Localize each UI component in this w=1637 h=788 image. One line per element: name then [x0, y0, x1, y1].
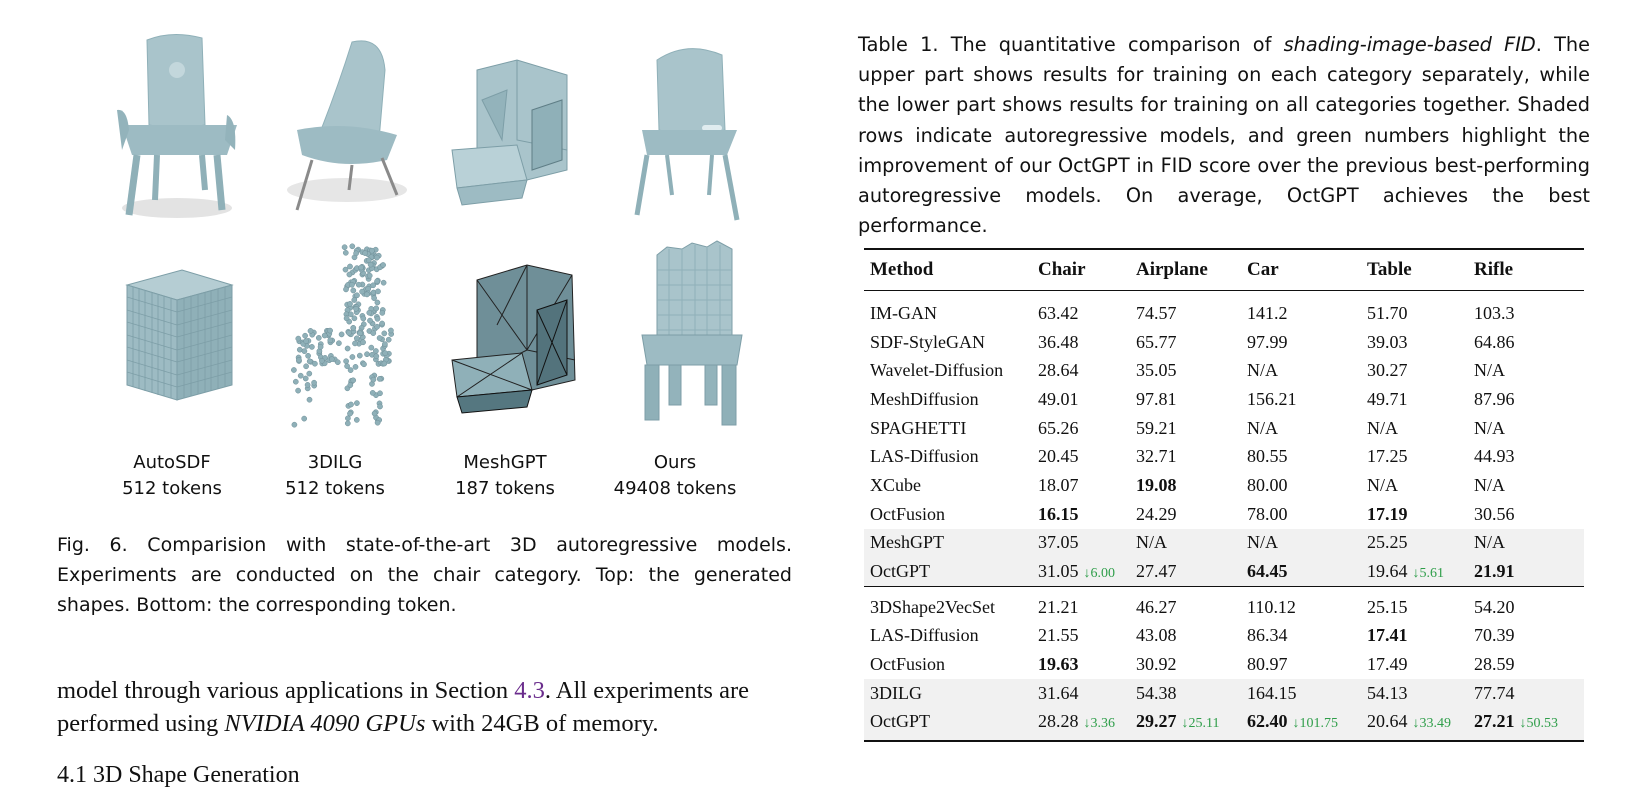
column-header: Table	[1361, 249, 1468, 291]
figure-6	[57, 30, 797, 450]
improvement-delta: ↓3.36	[1083, 716, 1115, 732]
table-row	[864, 471, 1584, 500]
cell-value: SPAGHETTI	[870, 417, 967, 438]
cell-value: MeshGPT	[870, 532, 945, 553]
cell-value: N/A	[1474, 532, 1505, 553]
method-cell	[864, 557, 1032, 586]
fid-value-cell	[1468, 622, 1584, 651]
fid-value-cell	[1241, 291, 1361, 328]
table-row	[864, 557, 1584, 586]
cell-value: 51.70	[1367, 302, 1408, 323]
cell-value: 49.71	[1367, 388, 1408, 409]
cell-value: 30.56	[1474, 503, 1515, 524]
cell-value: 77.74	[1474, 682, 1515, 703]
fid-value-cell	[1130, 500, 1241, 529]
cell-value: Wavelet-Diffusion	[870, 360, 1004, 381]
method-name: AutoSDF	[133, 452, 211, 473]
figure-image-grid	[87, 30, 787, 450]
cell-value: 20.45	[1038, 446, 1079, 467]
fid-value-cell	[1032, 557, 1130, 586]
fid-value-cell	[1241, 679, 1361, 708]
method-name: MeshGPT	[463, 452, 547, 473]
fid-value-cell	[1468, 679, 1584, 708]
fid-value-cell	[1468, 471, 1584, 500]
cell-value: N/A	[1367, 474, 1398, 495]
cell-value: 80.55	[1247, 446, 1288, 467]
cell-value: 17.41	[1367, 625, 1408, 646]
cell-value: 28.59	[1474, 654, 1515, 675]
method-cell	[864, 622, 1032, 651]
fid-value-cell	[1241, 356, 1361, 385]
cell-value: LAS-Diffusion	[870, 625, 979, 646]
cell-value: 87.96	[1474, 388, 1515, 409]
section-heading-text: 4.1 3D Shape Generation	[57, 762, 300, 788]
token-count: 187 tokens	[455, 478, 555, 499]
fid-value-cell	[1130, 328, 1241, 357]
improvement-delta: ↓25.11	[1181, 716, 1220, 732]
cell-value: 25.15	[1367, 596, 1408, 617]
fid-value-cell	[1032, 385, 1130, 414]
cell-value: 103.3	[1474, 302, 1515, 323]
results-table	[864, 248, 1584, 742]
cell-value: OctFusion	[870, 503, 946, 524]
cell-value: 80.97	[1247, 654, 1288, 675]
fid-value-cell	[1241, 414, 1361, 443]
cell-value: 44.93	[1474, 446, 1515, 467]
method-cell	[864, 529, 1032, 558]
table-row	[864, 708, 1584, 742]
fid-value-cell	[1468, 650, 1584, 679]
table-caption	[858, 30, 1590, 241]
column-header: Airplane	[1130, 249, 1241, 291]
cell-value: 31.64	[1038, 682, 1079, 703]
cell-value: 27.21	[1474, 711, 1515, 732]
fid-value-cell	[1130, 557, 1241, 586]
cell-value: 54.38	[1136, 682, 1177, 703]
3dilg-token-points	[257, 235, 427, 435]
cell-value: 19.63	[1038, 654, 1079, 675]
token-count: 512 tokens	[285, 478, 385, 499]
cell-value: N/A	[1247, 360, 1278, 381]
meshgpt-chair-shape	[427, 30, 597, 230]
fid-value-cell	[1130, 586, 1241, 621]
fid-value-cell	[1468, 708, 1584, 742]
fid-value-cell	[1361, 442, 1468, 471]
ours-token-voxels	[597, 235, 767, 435]
cell-value: 24.29	[1136, 503, 1177, 524]
figure-labels	[57, 450, 757, 502]
column-header: Car	[1241, 249, 1361, 291]
label-ours	[590, 450, 760, 502]
section-heading-cut	[57, 758, 792, 788]
cell-value: 141.2	[1247, 302, 1288, 323]
cell-value: OctGPT	[870, 711, 930, 732]
improvement-delta: ↓50.53	[1519, 716, 1558, 732]
fid-value-cell	[1241, 557, 1361, 586]
cell-value: 43.08	[1136, 625, 1177, 646]
table-row	[864, 500, 1584, 529]
cell-value: 64.45	[1247, 561, 1288, 582]
cell-value: 21.91	[1474, 561, 1515, 582]
body-paragraph	[57, 674, 792, 740]
fid-value-cell	[1241, 650, 1361, 679]
cell-value: 17.25	[1367, 446, 1408, 467]
fid-value-cell	[1241, 586, 1361, 621]
fid-value-cell	[1032, 679, 1130, 708]
3dilg-chair-shape	[257, 30, 427, 230]
fid-value-cell	[1241, 471, 1361, 500]
cell-value: 19.08	[1136, 474, 1177, 495]
cell-value: 86.34	[1247, 625, 1288, 646]
cell-value: 21.55	[1038, 625, 1079, 646]
fid-value-cell	[1468, 414, 1584, 443]
fid-value-cell	[1241, 442, 1361, 471]
cell-value: 17.49	[1367, 654, 1408, 675]
table-row	[864, 385, 1584, 414]
cell-value: LAS-Diffusion	[870, 446, 979, 467]
label-meshgpt	[420, 450, 590, 502]
method-cell	[864, 708, 1032, 742]
method-cell	[864, 586, 1032, 621]
table-row	[864, 356, 1584, 385]
fid-value-cell	[1032, 708, 1130, 742]
cell-value: 65.26	[1038, 417, 1079, 438]
cell-value: N/A	[1247, 532, 1278, 553]
cell-value: 59.21	[1136, 417, 1177, 438]
cell-value: 49.01	[1038, 388, 1079, 409]
fid-value-cell	[1361, 500, 1468, 529]
fid-value-cell	[1130, 356, 1241, 385]
cell-value: 70.39	[1474, 625, 1515, 646]
cell-value: 164.15	[1247, 682, 1297, 703]
cell-value: 37.05	[1038, 532, 1079, 553]
figure-caption: Fig. 6. Comparision with state-of-the-art 3D autoregressive models. Experiments are conducted on the chair category. Top: the generated shapes. Bottom: the corresponding token.	[57, 534, 792, 616]
improvement-delta: ↓5.61	[1412, 566, 1444, 582]
method-cell	[864, 328, 1032, 357]
cell-value: N/A	[1247, 417, 1278, 438]
cell-value: 35.05	[1136, 360, 1177, 381]
cell-value: 3DILG	[870, 682, 922, 703]
improvement-delta: ↓101.75	[1292, 716, 1338, 732]
method-cell	[864, 679, 1032, 708]
fid-value-cell	[1241, 529, 1361, 558]
fid-value-cell	[1130, 708, 1241, 742]
fid-value-cell	[1361, 471, 1468, 500]
fid-value-cell	[1361, 414, 1468, 443]
fid-value-cell	[1032, 442, 1130, 471]
token-count: 512 tokens	[122, 478, 222, 499]
fid-value-cell	[1468, 356, 1584, 385]
fid-value-cell	[1468, 500, 1584, 529]
ours-chair-shape	[597, 30, 767, 230]
table-row	[864, 328, 1584, 357]
fid-value-cell	[1032, 328, 1130, 357]
fid-value-cell	[1361, 328, 1468, 357]
fid-value-cell	[1032, 291, 1130, 328]
cell-value: OctGPT	[870, 561, 930, 582]
cell-value: XCube	[870, 474, 921, 495]
cell-value: 46.27	[1136, 596, 1177, 617]
fid-value-cell	[1032, 586, 1130, 621]
fid-value-cell	[1468, 385, 1584, 414]
section-reference-link[interactable]: 4.3	[514, 677, 545, 704]
fid-value-cell	[1241, 708, 1361, 742]
cell-value: 20.64	[1367, 711, 1408, 732]
fid-value-cell	[1361, 529, 1468, 558]
cell-value: 25.25	[1367, 532, 1408, 553]
body-text-part: with 24GB of memory.	[425, 710, 659, 737]
cell-value: 28.64	[1038, 360, 1079, 381]
cell-value: 17.19	[1367, 503, 1408, 524]
cell-value: 3DShape2VecSet	[870, 596, 995, 617]
cell-value: 54.20	[1474, 596, 1515, 617]
cell-value: 74.57	[1136, 302, 1177, 323]
fid-value-cell	[1361, 622, 1468, 651]
cell-value: 97.99	[1247, 331, 1288, 352]
cell-value: MeshDiffusion	[870, 388, 979, 409]
body-text-part: model through various applications in Section	[57, 677, 515, 704]
fid-value-cell	[1032, 471, 1130, 500]
table-row	[864, 650, 1584, 679]
fid-value-cell	[1468, 328, 1584, 357]
cell-value: 32.71	[1136, 446, 1177, 467]
column-header: Method	[864, 249, 1032, 291]
fid-value-cell	[1468, 557, 1584, 586]
cell-value: 16.15	[1038, 503, 1079, 524]
table-row	[864, 622, 1584, 651]
fid-value-cell	[1241, 385, 1361, 414]
method-cell	[864, 291, 1032, 328]
cell-value: 27.47	[1136, 561, 1177, 582]
fid-value-cell	[1361, 291, 1468, 328]
cell-value: SDF-StyleGAN	[870, 331, 986, 352]
autosdf-token-grid	[87, 235, 257, 435]
fid-value-cell	[1032, 529, 1130, 558]
method-cell	[864, 471, 1032, 500]
method-name: Ours	[653, 452, 697, 473]
cell-value: 30.92	[1136, 654, 1177, 675]
table-row	[864, 414, 1584, 443]
fid-value-cell	[1361, 385, 1468, 414]
cell-value: 63.42	[1038, 302, 1079, 323]
fid-value-cell	[1241, 622, 1361, 651]
cell-value: N/A	[1136, 532, 1167, 553]
method-cell	[864, 442, 1032, 471]
table-row	[864, 586, 1584, 621]
fid-value-cell	[1468, 529, 1584, 558]
cell-value: N/A	[1474, 360, 1505, 381]
fid-value-cell	[1032, 622, 1130, 651]
method-cell	[864, 385, 1032, 414]
method-cell	[864, 500, 1032, 529]
column-header: Rifle	[1468, 249, 1584, 291]
cell-value: 29.27	[1136, 711, 1177, 732]
cell-value: OctFusion	[870, 654, 946, 675]
cell-value: 36.48	[1038, 331, 1079, 352]
method-name: 3DILG	[307, 452, 363, 473]
fid-value-cell	[1241, 500, 1361, 529]
cell-value: 19.64	[1367, 561, 1408, 582]
cell-value: N/A	[1367, 417, 1398, 438]
column-header: Chair	[1032, 249, 1130, 291]
cell-value: 28.28	[1038, 711, 1079, 732]
fid-value-cell	[1361, 650, 1468, 679]
cell-value: 18.07	[1038, 474, 1079, 495]
caption-italic: shading-image-based FID	[1283, 33, 1536, 56]
fid-value-cell	[1361, 356, 1468, 385]
fid-value-cell	[1468, 291, 1584, 328]
improvement-delta: ↓6.00	[1083, 566, 1115, 582]
fid-value-cell	[1130, 471, 1241, 500]
fid-value-cell	[1130, 622, 1241, 651]
token-count: 49408 tokens	[613, 478, 737, 499]
label-autosdf	[87, 450, 257, 502]
fid-value-cell	[1468, 442, 1584, 471]
fid-value-cell	[1130, 442, 1241, 471]
improvement-delta: ↓33.49	[1412, 716, 1451, 732]
cell-value: 156.21	[1247, 388, 1297, 409]
fid-value-cell	[1241, 328, 1361, 357]
cell-value: 31.05	[1038, 561, 1079, 582]
fid-value-cell	[1130, 679, 1241, 708]
cell-value: N/A	[1474, 474, 1505, 495]
autosdf-chair-shape	[87, 30, 257, 230]
cell-value: 64.86	[1474, 331, 1515, 352]
table-header-row	[864, 249, 1584, 291]
cell-value: 80.00	[1247, 474, 1288, 495]
method-cell	[864, 650, 1032, 679]
fid-value-cell	[1361, 557, 1468, 586]
fid-value-cell	[1130, 650, 1241, 679]
cell-value: 39.03	[1367, 331, 1408, 352]
fid-value-cell	[1130, 291, 1241, 328]
cell-value: 78.00	[1247, 503, 1288, 524]
table-row	[864, 291, 1584, 328]
method-cell	[864, 414, 1032, 443]
fid-value-cell	[1361, 679, 1468, 708]
cell-value: 30.27	[1367, 360, 1408, 381]
body-text-part: . All experiments are performed using	[57, 677, 749, 737]
fid-value-cell	[1468, 586, 1584, 621]
cell-value: 62.40	[1247, 711, 1288, 732]
fid-value-cell	[1361, 708, 1468, 742]
table-row	[864, 529, 1584, 558]
caption-text: . The upper part shows results for training on each category separately, while the lower part shows results for training on all categories together. Shaded rows indicate autoregressive models, and green numbers highlight the improvement of our OctGPT in FID score over the previous best-performing autoregressive models. On average, OctGPT achieves the best performance.	[858, 33, 1590, 238]
cell-value: N/A	[1474, 417, 1505, 438]
fid-value-cell	[1130, 414, 1241, 443]
caption-text: Table 1. The quantitative comparison of	[858, 33, 1284, 56]
cell-value: 97.81	[1136, 388, 1177, 409]
fid-value-cell	[1130, 529, 1241, 558]
method-cell	[864, 356, 1032, 385]
fid-value-cell	[1361, 586, 1468, 621]
cell-value: 110.12	[1247, 596, 1296, 617]
fid-value-cell	[1032, 500, 1130, 529]
table-row	[864, 679, 1584, 708]
cell-value: 54.13	[1367, 682, 1408, 703]
fid-value-cell	[1130, 385, 1241, 414]
table-row	[864, 442, 1584, 471]
fid-value-cell	[1032, 650, 1130, 679]
fid-value-cell	[1032, 414, 1130, 443]
label-3dilg	[250, 450, 420, 502]
meshgpt-token-mesh	[427, 235, 597, 435]
cell-value: 65.77	[1136, 331, 1177, 352]
fid-value-cell	[1032, 356, 1130, 385]
body-italic-text: NVIDIA 4090 GPUs	[224, 710, 426, 737]
cell-value: 21.21	[1038, 596, 1079, 617]
cell-value: IM-GAN	[870, 302, 937, 323]
